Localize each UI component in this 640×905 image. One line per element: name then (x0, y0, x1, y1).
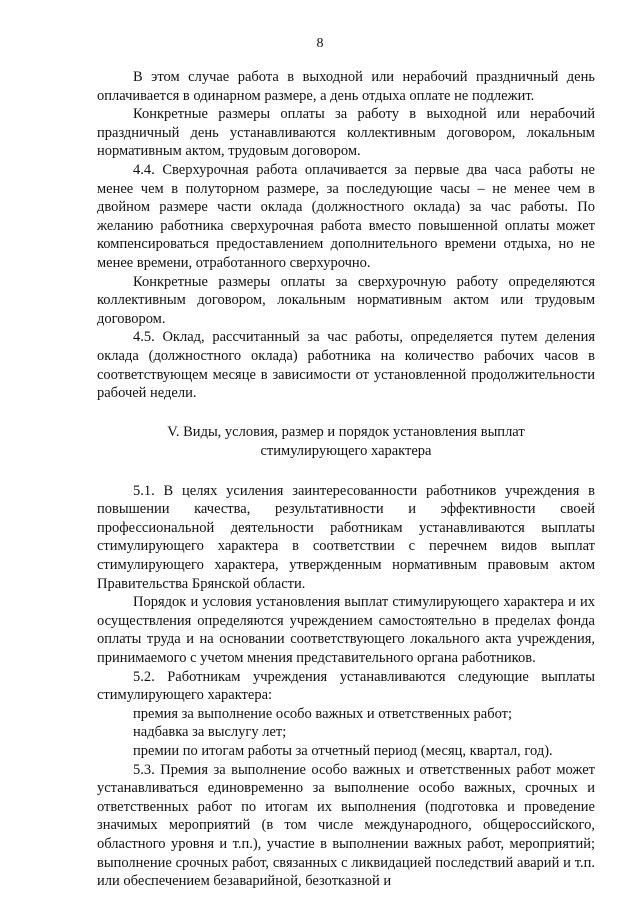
section-heading (97, 423, 595, 462)
list-item-seniority-allowance: надбавка за выслугу лет; (133, 724, 287, 741)
paragraph-5-3-bonus: 5.3. Премия за выполнение особо важных и ответственных работ может устанавливаться единовременно за выполнение особо важных, срочных и ответственных работ по итогам их выполнения (подготовка и проведение значимых мероприятий (в том числе международного, общероссийского, областного уровня и т.п.), участие в выполнении важных работ, мероприятий; выполнение срочных работ, связанных с ликвидацией последствий аварий и т.п. или обеспечением безаварийной, безотказной и (97, 761, 595, 890)
list-item-important-work-bonus: премия за выполнение особо важных и ответственных работ; (133, 705, 513, 722)
list-item-period-results-bonus: премии по итогам работы за отчетный период (месяц, квартал, год). (133, 743, 553, 759)
paragraph-5-1-incentives: 5.1. В целях усиления заинтересованности работников учреждения в повышении качества, результативности и эффективности своей профессиональной деятельности работникам устанавливаются выплаты стимулирующего характера в соответствии с перечнем видов выплат стимулирующего характера, утвержденным нормативным правовым актом Правительства Брянской области. (97, 482, 595, 592)
paragraph-holiday-pay-terms: Конкретные размеры оплаты за работу в выходной или нерабочий праздничный день устанавливаются коллективным договором, локальным нормативным актом, трудовым договором. (97, 106, 595, 160)
paragraph-overtime-pay-terms: Конкретные размеры оплаты за сверхурочную работу определяются коллективным договором, локальным нормативным актом или трудовым договором. (97, 273, 595, 327)
section-heading-line-2: стимулирующего характера (260, 443, 432, 460)
page-number: 8 (316, 36, 324, 51)
section-heading-line-1: V. Виды, условия, размер и порядок установления выплат (167, 423, 525, 440)
document-body (97, 68, 595, 891)
paragraph-incentive-procedure: Порядок и условия установления выплат стимулирующего характера и их осуществления определяются учреждением самостоятельно в пределах фонда оплаты труда и на основании соответствующего локального акта учреждения, принимаемого с учетом мнения представительного органа работников. (97, 594, 595, 667)
paragraph-4-5-hourly-rate: 4.5. Оклад, рассчитанный за час работы, определяется путем деления оклада (должностного оклада) работника на количество рабочих часов в соответствующем месяце в зависимости от установленной продолжительности рабочей недели. (97, 329, 595, 402)
paragraph-5-2-incentive-types: 5.2. Работникам учреждения устанавливаются следующие выплаты стимулирующего характера: (97, 668, 595, 704)
paragraph-holiday-single-rate: В этом случае работа в выходной или нерабочий праздничный день оплачивается в одинарном размере, а день отдыха оплате не подлежит. (97, 69, 595, 104)
paragraph-4-4-overtime: 4.4. Сверхурочная работа оплачивается за первые два часа работы не менее чем в полуторном размере, за последующие часы – не менее чем в двойном размере части оклада (должностного оклада) за час работы. По желанию работника сверхурочная работа вместо повышенной оплаты может компенсироваться предоставлением дополнительного времени отдыха, но не менее времени, отработанного сверхурочно. (97, 161, 595, 271)
